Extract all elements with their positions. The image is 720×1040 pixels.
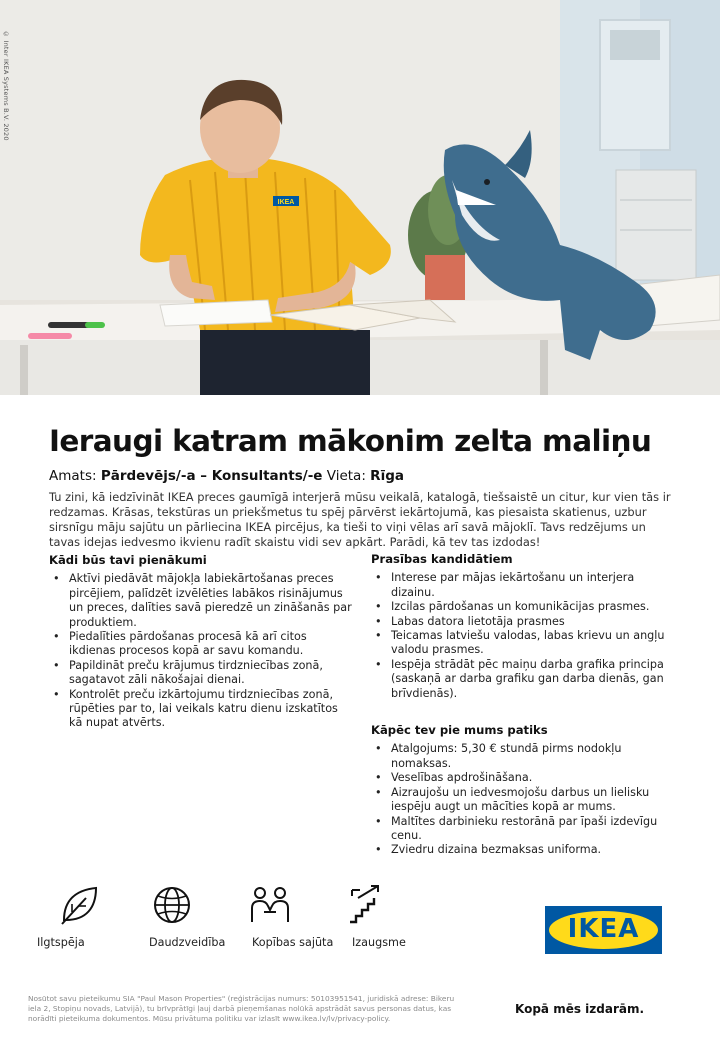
list-item: • Maltītes darbinieku restorānā par īpaši izdevīgu cenu.: [371, 815, 676, 844]
ikea-logo: [545, 906, 662, 954]
page-title: Ieraugi katram mākonim zelta maliņu: [49, 424, 652, 458]
list-item: • Papildināt preču krājumus tirdzniecības zonā, sagatavot zāli nākošajai dienai.: [49, 659, 354, 688]
duties-list: [49, 572, 354, 730]
duties-section: [49, 553, 354, 731]
stairs-icon: [344, 882, 390, 928]
value-sustainability: [37, 882, 130, 949]
value-label: Daudzveidība: [149, 936, 226, 949]
leaf-icon: [56, 882, 102, 928]
legal-notice: Nosūtot savu pieteikumu SIA "Paul Mason Properties" (reģistrācijas numurs: 50103951541, juridiskā adrese: Bikeru iela 2, Stopiņu novads, Latvijā), tu brīvprātīgi ļauj darbā pieņemšanas nolūkā apstrādāt savus personas datus, kas norādīti pieteikuma dokumentos. Mūsu privātuma politiku var izlasīt www.ikea.lv/lv/privacy-policy.: [28, 994, 455, 1023]
value-label: Izaugsme: [352, 936, 406, 949]
list-item: • Aizraujošu un iedvesmojošu darbus un lielisku iespēju augt un mācīties kopā ar mums.: [371, 786, 676, 815]
intro-paragraph: Tu zini, kā iedzīvināt IKEA preces gaumīgā interjerā mūsu veikalā, katalogā, tiešsaistē un citur, kur vien tās ir redzamas. Krāsas, tekstūras un priekšmetus tu spēj pārvērst iekārtojumā, kas piesaista skatienus, uzbur sirsnīgu māju sajūtu un pārliecina IKEA pircējus, ka tieši to viņi vēlas arī savā mājoklī. Tavs redzējums un tavas idejas iedvesmo ikvienu radīt skaistu vidi sev apkārt. Parādi, kā tev tas izdodas!: [49, 490, 671, 549]
list-item: • Iespēja strādāt pēc maiņu darba grafika principa (saskaņā ar darba grafiku gan darba dienās, gan brīvdienās).: [371, 658, 676, 701]
hero-photo: [0, 0, 720, 395]
location-value: Rīga: [370, 468, 404, 484]
list-item: • Piedalīties pārdošanas procesā kā arī citos ikdienas procesos kopā ar savu komandu.: [49, 630, 354, 659]
location-label: Vieta:: [322, 468, 371, 484]
duties-heading: Kādi būs tavi pienākumi: [49, 553, 207, 567]
list-item: • Atalgojums: 5,30 € stundā pirms nodokļu nomaksas.: [371, 742, 676, 771]
value-togetherness: [245, 882, 335, 949]
value-label: Ilgtspēja: [37, 936, 85, 949]
list-item: • Izcilas pārdošanas un komunikācijas prasmes.: [371, 600, 676, 614]
list-item: • Aktīvi piedāvāt mājokļa labiekārtošanas preces pircējiem, palīdzēt izvēlēties labākos risinājumus un preces, dalīties savā pieredzē un zināšanās par produktiem.: [49, 572, 354, 630]
list-item: • Interese par mājas iekārtošanu un interjera dizainu.: [371, 571, 676, 600]
values-row: [37, 882, 460, 962]
tagline: Kopā mēs izdarām.: [515, 1002, 645, 1016]
people-icon: [247, 882, 293, 928]
list-item: • Kontrolēt preču izkārtojumu tirdzniecības zonā, rūpēties par to, lai veikals katru dienu izskatītos kā nupat atvērts.: [49, 688, 354, 731]
role-value: Pārdevējs/-a – Konsultants/-e: [100, 468, 323, 484]
logo-wordmark: IKEA: [567, 914, 640, 944]
benefits-list: [371, 742, 676, 857]
value-growth: [350, 882, 440, 949]
requirements-heading: Prasības kandidātiem: [371, 552, 513, 566]
list-item: • Teicamas latviešu valodas, labas krievu un angļu valodu prasmes.: [371, 629, 676, 658]
requirements-section: [371, 552, 676, 858]
value-diversity: [140, 882, 230, 949]
hero-illustration: [0, 0, 720, 395]
role-label: Amats:: [49, 468, 101, 484]
benefits-heading: Kāpēc tev pie mums patiks: [371, 723, 548, 738]
list-item: • Veselības apdrošināšana.: [371, 771, 676, 785]
list-item: • Labas datora lietotāja prasmes: [371, 615, 676, 629]
globe-icon: [149, 882, 195, 928]
value-label: Kopības sajūta: [252, 936, 334, 949]
list-item: • Zviedru dizaina bezmaksas uniforma.: [371, 843, 676, 857]
benefits-section: [371, 723, 676, 858]
copyright-notice: © Inter IKEA Systems B.V. 2020: [2, 30, 10, 141]
hero-badge-text: IKEA: [277, 199, 295, 206]
position-line: [49, 468, 404, 484]
requirements-list: [371, 571, 676, 701]
